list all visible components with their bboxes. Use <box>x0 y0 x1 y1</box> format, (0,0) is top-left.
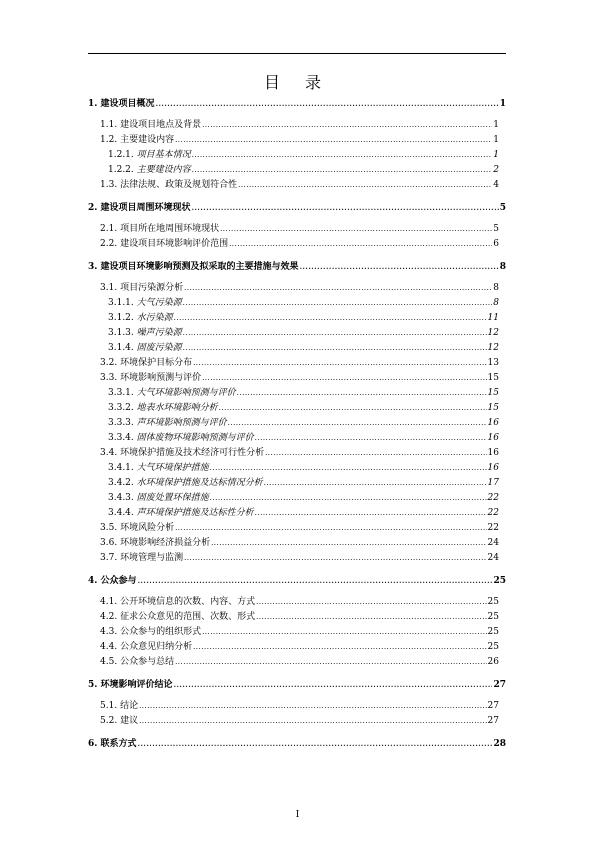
toc-entry-number: 3.6. <box>100 538 118 548</box>
toc-entry-number: 3.4. <box>100 448 118 458</box>
toc-entry-label <box>100 551 183 566</box>
toc-entry-number: 3.1. <box>100 283 118 293</box>
toc-entry[interactable] <box>88 610 506 625</box>
toc-entry-label <box>108 401 218 416</box>
toc-entry-text: 项目基本情况 <box>136 150 191 160</box>
toc-page-number: 8 <box>493 283 499 293</box>
toc-dot-leader <box>175 521 486 536</box>
toc-page-number: 12 <box>487 343 499 353</box>
toc-entry[interactable] <box>88 386 506 401</box>
toc-entry-label <box>100 610 255 625</box>
toc-entry[interactable] <box>88 625 506 640</box>
toc-page-number: 27 <box>493 680 506 690</box>
toc-entry[interactable] <box>88 341 506 356</box>
toc-entry-text: 水环境保护措施及达标情况分析 <box>136 478 263 488</box>
toc-entry-number: 3.1.2. <box>108 313 134 323</box>
toc-entry-number: 3. <box>88 262 98 272</box>
toc-entry-text: 项目所在地周围环境现状 <box>120 224 220 234</box>
toc-page-number: 15 <box>487 373 499 383</box>
toc-page-number: 28 <box>493 739 506 749</box>
toc-entry-text: 公开环境信息的次数、内容、方式 <box>120 597 256 607</box>
toc-dot-leader <box>183 296 493 311</box>
toc-entry-text: 建设项目概况 <box>100 99 155 109</box>
toc-entry-text: 地表水环境影响分析 <box>136 403 218 413</box>
toc-page-number: 15 <box>487 403 499 413</box>
toc-page-number: 22 <box>487 493 499 503</box>
toc-entry-text: 建设项目地点及背景 <box>120 120 202 130</box>
toc-entry-text: 主要建设内容 <box>120 135 175 145</box>
toc-dot-leader <box>192 163 493 178</box>
toc-entry-label <box>100 178 237 193</box>
toc-entry-number: 1. <box>88 99 98 109</box>
toc-entry[interactable] <box>88 431 506 446</box>
toc-page-number: 2 <box>493 165 499 175</box>
toc-entry-number: 2. <box>88 203 98 213</box>
toc-entry[interactable] <box>88 536 506 551</box>
toc-entry[interactable] <box>88 401 506 416</box>
toc-entry-text: 环境保护目标分布 <box>120 358 193 368</box>
toc-entry-label <box>108 296 182 311</box>
toc-dot-leader <box>210 461 487 476</box>
toc-dot-leader <box>202 371 486 386</box>
toc-dot-leader <box>256 595 486 610</box>
toc-entry-label <box>100 699 138 714</box>
toc-dot-leader <box>228 416 487 431</box>
toc-page-number: 27 <box>487 716 499 726</box>
toc-dot-leader <box>138 736 493 751</box>
toc-page-number: 24 <box>487 553 499 563</box>
toc-page-number: 24 <box>487 538 499 548</box>
toc-entry-text: 公众参与总结 <box>120 657 175 667</box>
toc-entry-label <box>108 326 182 341</box>
toc-dot-leader <box>255 506 487 521</box>
toc-page-number: 17 <box>487 478 499 488</box>
toc-entry-text: 大气污染源 <box>136 298 182 308</box>
toc-page-number: 25 <box>487 627 499 637</box>
toc-dot-leader <box>174 311 487 326</box>
toc-entry-label <box>100 281 183 296</box>
toc-entry[interactable] <box>88 356 506 371</box>
toc-entry-number: 1.2.1. <box>108 150 134 160</box>
toc-entry-number: 3.1.1. <box>108 298 134 308</box>
toc-page-number: 4 <box>493 180 499 190</box>
toc-entry[interactable] <box>88 326 506 341</box>
toc-entry[interactable] <box>88 148 506 163</box>
toc-entry-text: 噪声污染源 <box>136 328 182 338</box>
toc-entry-text: 公众参与 <box>100 576 137 586</box>
toc-entry-number: 5.1. <box>100 701 118 711</box>
toc-entry-number: 3.5. <box>100 523 118 533</box>
toc-page-number: 1 <box>493 135 499 145</box>
toc-dot-leader <box>256 610 486 625</box>
toc-entry-text: 固废处置环保措施 <box>136 493 209 503</box>
toc-entry-number: 3.4.4. <box>108 508 134 518</box>
toc-entry-text: 声环境影响预测与评价 <box>136 418 227 428</box>
toc-dot-leader <box>156 96 499 111</box>
toc-entry-label <box>108 491 209 506</box>
toc-dot-leader <box>184 551 486 566</box>
toc-entry-text: 联系方式 <box>100 739 137 749</box>
toc-entry-label <box>108 163 191 178</box>
toc-entry-text: 环境影响评价结论 <box>100 680 173 690</box>
toc-entry-number: 5.2. <box>100 716 118 726</box>
toc-entry[interactable] <box>88 163 506 178</box>
toc-entry-label <box>88 97 155 112</box>
toc-entry-number: 3.4.2. <box>108 478 134 488</box>
toc-entry-number: 3.3.4. <box>108 433 134 443</box>
toc-entry[interactable] <box>88 655 506 670</box>
toc-page-number: 25 <box>487 612 499 622</box>
toc-page-number: 11 <box>487 313 499 323</box>
table-of-contents <box>88 96 506 758</box>
toc-page-number: 25 <box>487 642 499 652</box>
toc-entry-number: 4.3. <box>100 627 118 637</box>
toc-entry-number: 3.4.3. <box>108 493 134 503</box>
toc-dot-leader <box>174 677 493 692</box>
toc-page-number: 12 <box>487 328 499 338</box>
toc-entry-label <box>100 655 174 670</box>
toc-page-number: 16 <box>487 418 499 428</box>
toc-entry[interactable] <box>88 178 506 193</box>
toc-page-number: 1 <box>493 150 499 160</box>
toc-entry-text: 水污染源 <box>136 313 173 323</box>
toc-dot-leader <box>229 237 492 252</box>
toc-entry-text: 大气环境影响预测与评价 <box>136 388 236 398</box>
toc-entry-text: 公众意见归纳分析 <box>120 642 193 652</box>
toc-page-number: 16 <box>487 433 499 443</box>
page-title: 目 录 <box>263 73 332 92</box>
toc-dot-leader <box>193 356 486 371</box>
toc-entry-text: 征求公众意见的范围、次数、形式 <box>120 612 256 622</box>
toc-dot-leader <box>238 178 492 193</box>
toc-page-number: 1 <box>499 99 506 109</box>
toc-entry-label <box>88 574 137 589</box>
toc-entry[interactable] <box>88 491 506 506</box>
toc-dot-leader <box>138 573 493 588</box>
toc-entry-number: 4. <box>88 576 98 586</box>
toc-dot-leader <box>210 491 487 506</box>
toc-entry-label <box>100 714 138 729</box>
toc-dot-leader <box>265 446 486 461</box>
toc-entry[interactable] <box>88 461 506 476</box>
toc-entry[interactable] <box>88 237 506 252</box>
toc-entry-text: 建设项目环境影响预测及拟采取的主要措施与效果 <box>100 262 299 272</box>
toc-page-number: 25 <box>487 597 499 607</box>
toc-entry-label <box>108 386 236 401</box>
toc-entry-text: 公众参与的组织形式 <box>120 627 202 637</box>
toc-dot-leader <box>175 655 486 670</box>
toc-dot-leader <box>139 699 486 714</box>
toc-entry[interactable] <box>88 714 506 729</box>
toc-entry-number: 3.3.3. <box>108 418 134 428</box>
toc-entry-number: 4.4. <box>100 642 118 652</box>
toc-entry[interactable] <box>88 551 506 566</box>
toc-entry[interactable] <box>88 521 506 536</box>
toc-entry[interactable] <box>88 506 506 521</box>
toc-entry-number: 4.2. <box>100 612 118 622</box>
toc-entry[interactable] <box>88 222 506 237</box>
toc-page-number: 15 <box>487 388 499 398</box>
toc-entry[interactable] <box>88 118 506 133</box>
toc-dot-leader <box>202 118 492 133</box>
toc-entry-number: 3.7. <box>100 553 118 563</box>
toc-entry-text: 建议 <box>120 716 139 726</box>
toc-entry-number: 3.2. <box>100 358 118 368</box>
toc-entry-text: 建设项目环境影响评价范围 <box>120 239 229 249</box>
toc-entry[interactable] <box>88 476 506 491</box>
toc-entry-number: 4.1. <box>100 597 118 607</box>
toc-dot-leader <box>255 431 487 446</box>
toc-entry-label <box>108 148 191 163</box>
toc-entry-text: 环境管理与监测 <box>120 553 184 563</box>
toc-dot-leader <box>192 200 499 215</box>
toc-entry-label <box>100 625 201 640</box>
toc-entry-text: 结论 <box>120 701 139 711</box>
toc-entry[interactable] <box>88 259 506 274</box>
toc-entry[interactable] <box>88 96 506 111</box>
toc-dot-leader <box>211 536 486 551</box>
toc-page-number: 22 <box>487 508 499 518</box>
toc-entry-label <box>100 446 264 461</box>
toc-page-number: 6 <box>493 239 499 249</box>
toc-page-number: 25 <box>493 576 506 586</box>
toc-dot-leader <box>192 148 493 163</box>
toc-entry-label <box>100 237 228 252</box>
toc-dot-leader <box>202 625 486 640</box>
toc-dot-leader <box>175 133 492 148</box>
toc-entry-number: 3.3.2. <box>108 403 134 413</box>
toc-entry[interactable] <box>88 281 506 296</box>
toc-page-number: 13 <box>487 358 499 368</box>
toc-entry-number: 2.2. <box>100 239 118 249</box>
toc-entry-number: 5. <box>88 680 98 690</box>
toc-entry[interactable] <box>88 736 506 751</box>
toc-entry-text: 声环境保护措施及达标性分析 <box>136 508 254 518</box>
toc-entry-label <box>88 260 299 275</box>
toc-entry-text: 法律法规、政策及规划符合性 <box>120 180 238 190</box>
toc-entry-label <box>100 133 174 148</box>
toc-entry[interactable] <box>88 296 506 311</box>
toc-entry[interactable] <box>88 311 506 326</box>
toc-entry-label <box>100 595 255 610</box>
toc-entry-text: 环境影响预测与评价 <box>120 373 202 383</box>
toc-page-number: 8 <box>493 298 499 308</box>
toc-dot-leader <box>139 714 486 729</box>
toc-entry-text: 固体废物环境影响预测与评价 <box>136 433 254 443</box>
toc-entry[interactable] <box>88 133 506 148</box>
toc-entry-text: 固废污染源 <box>136 343 182 353</box>
toc-dot-leader <box>183 341 487 356</box>
toc-page-number: 1 <box>493 120 499 130</box>
toc-entry-label <box>108 506 254 521</box>
toc-entry-text: 建设项目周围环境现状 <box>100 203 191 213</box>
toc-entry-label <box>100 222 219 237</box>
toc-dot-leader <box>193 640 486 655</box>
toc-page-number: 8 <box>499 262 506 272</box>
toc-entry-text: 项目污染源分析 <box>120 283 184 293</box>
toc-dot-leader <box>220 222 492 237</box>
toc-dot-leader <box>300 259 499 274</box>
toc-entry-number: 1.2. <box>100 135 118 145</box>
toc-page-number: 26 <box>487 657 499 667</box>
toc-entry-number: 3.1.4. <box>108 343 134 353</box>
toc-entry-text: 环境保护措施及技术经济可行性分析 <box>120 448 265 458</box>
toc-entry-number: 3.4.1. <box>108 463 134 473</box>
toc-entry-text: 主要建设内容 <box>136 165 191 175</box>
toc-entry-label <box>88 678 173 693</box>
toc-page-number: 16 <box>487 463 499 473</box>
toc-entry-number: 6. <box>88 739 98 749</box>
toc-entry[interactable] <box>88 640 506 655</box>
toc-entry-label <box>100 118 201 133</box>
toc-entry-label <box>100 371 201 386</box>
header-rule <box>88 53 506 54</box>
toc-entry-label <box>88 201 191 216</box>
toc-entry[interactable] <box>88 573 506 588</box>
toc-page-number: 5 <box>493 224 499 234</box>
toc-dot-leader <box>184 281 492 296</box>
toc-entry-label <box>108 341 182 356</box>
toc-entry-label <box>100 536 210 551</box>
toc-entry[interactable] <box>88 371 506 386</box>
toc-page-number: 22 <box>487 523 499 533</box>
toc-entry-text: 环境影响经济损益分析 <box>120 538 211 548</box>
toc-entry[interactable] <box>88 699 506 714</box>
toc-entry-number: 1.1. <box>100 120 118 130</box>
toc-dot-leader <box>237 386 487 401</box>
toc-entry-number: 3.1.3. <box>108 328 134 338</box>
toc-entry-number: 4.5. <box>100 657 118 667</box>
toc-entry[interactable] <box>88 595 506 610</box>
toc-entry[interactable] <box>88 446 506 461</box>
toc-entry-label <box>108 476 263 491</box>
toc-entry-label <box>108 431 254 446</box>
toc-entry-number: 3.3. <box>100 373 118 383</box>
toc-dot-leader <box>183 326 487 341</box>
toc-entry-text: 环境风险分析 <box>120 523 175 533</box>
toc-entry[interactable] <box>88 677 506 692</box>
toc-entry-number: 1.3. <box>100 180 118 190</box>
toc-entry-label <box>88 737 137 752</box>
toc-dot-leader <box>264 476 487 491</box>
toc-entry-number: 1.2.2. <box>108 165 134 175</box>
toc-entry-text: 大气环境保护措施 <box>136 463 209 473</box>
toc-entry-number: 2.1. <box>100 224 118 234</box>
toc-entry-label <box>108 416 227 431</box>
page-number: I <box>295 810 300 820</box>
toc-entry-label <box>108 461 209 476</box>
toc-entry[interactable] <box>88 200 506 215</box>
toc-page-number: 5 <box>499 203 506 213</box>
toc-entry[interactable] <box>88 416 506 431</box>
toc-entry-label <box>100 356 192 371</box>
toc-page-number: 16 <box>487 448 499 458</box>
toc-dot-leader <box>219 401 487 416</box>
toc-entry-label <box>100 640 192 655</box>
toc-entry-number: 3.3.1. <box>108 388 134 398</box>
toc-entry-label <box>100 521 174 536</box>
toc-page-number: 27 <box>487 701 499 711</box>
toc-entry-label <box>108 311 173 326</box>
